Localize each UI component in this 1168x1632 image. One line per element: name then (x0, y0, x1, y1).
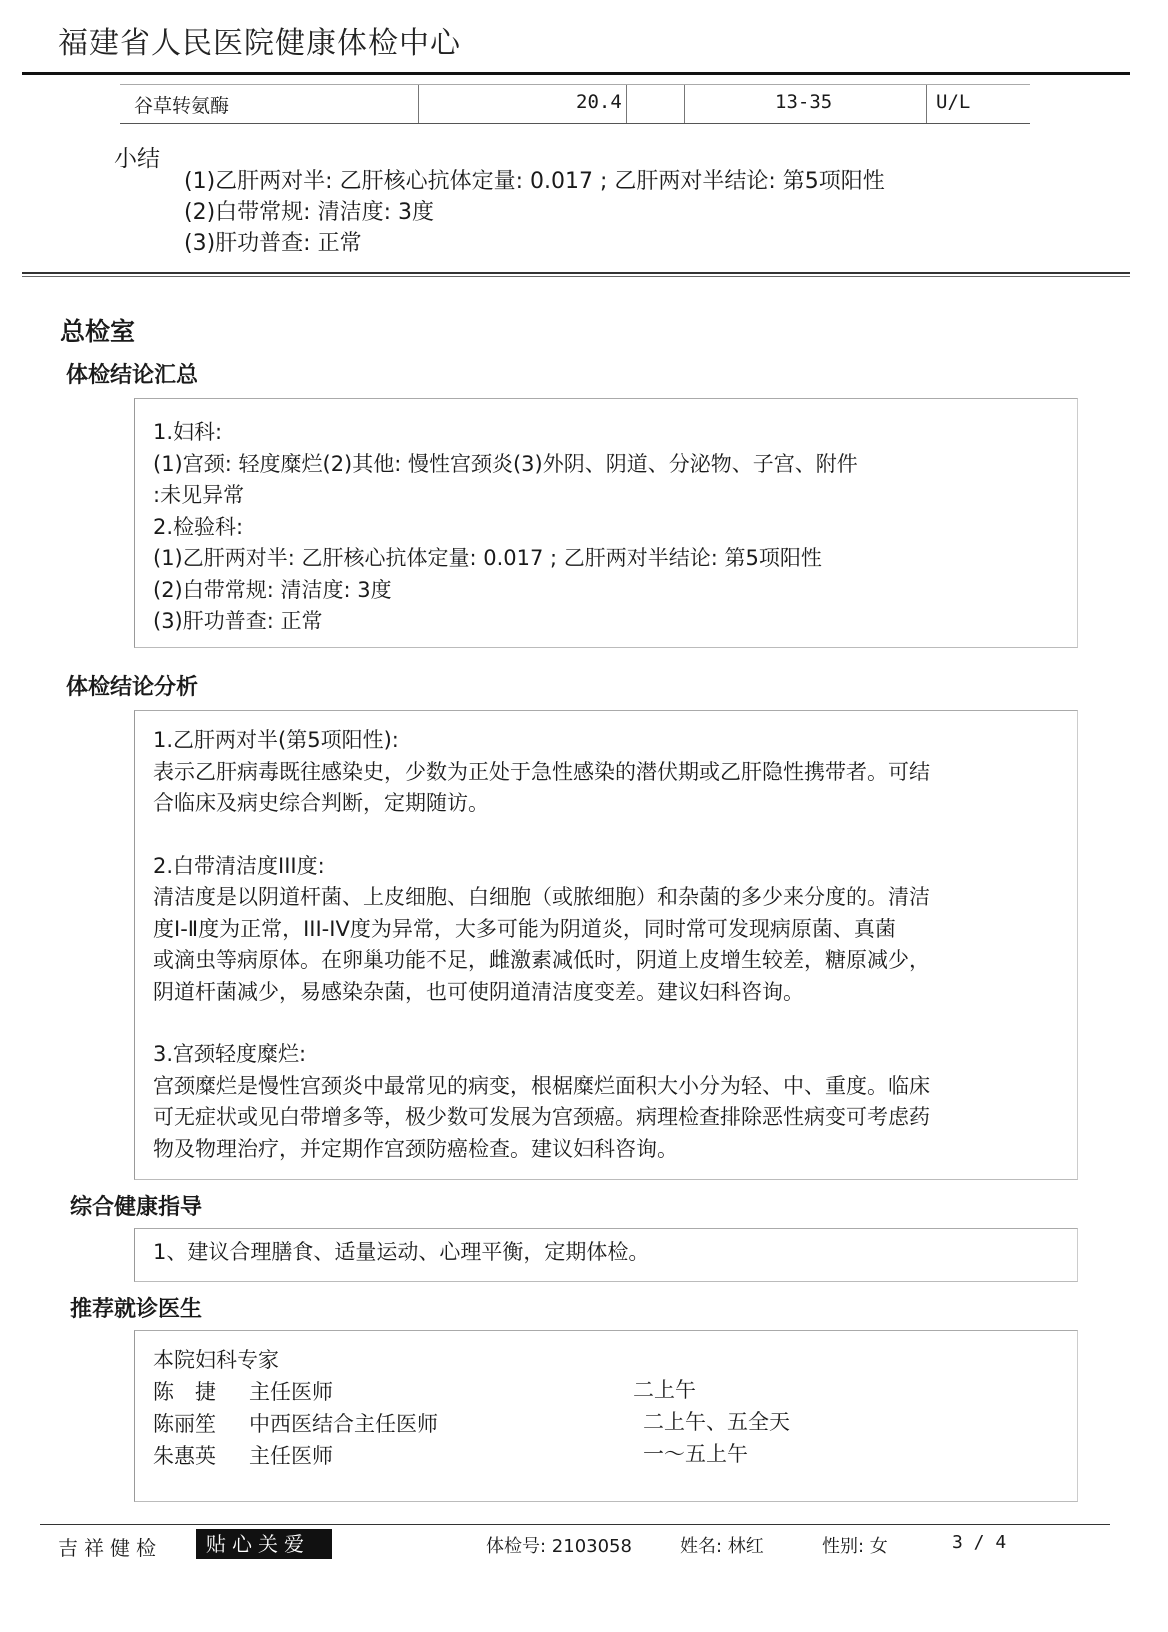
summary-label: 小结 (114, 146, 160, 172)
health-guidance-text: 1、建议合理膳食、适量运动、心理平衡，定期体检。 (153, 1240, 650, 1264)
lab-item-name: 谷草转氨酶 (134, 95, 230, 117)
paragraph-gap (153, 1008, 930, 1039)
report-header-title: 福建省人民医院健康体检中心 (58, 26, 461, 61)
recommended-doctors-title: 推荐就诊医生 (70, 1297, 203, 1322)
footer-slogan-left: 吉祥健检 (58, 1536, 162, 1560)
doctor-title: 主任医师 (249, 1380, 333, 1404)
footer-slogan-badge: 贴心关爱 (196, 1529, 332, 1559)
conclusion-summary-line: 1.妇科: (153, 420, 223, 444)
lab-cell-divider (626, 85, 627, 123)
doctor-name: 陈丽笙 (153, 1412, 216, 1436)
analysis-line: 或滴虫等病原体。在卵巢功能不足，雌激素减低时，阴道上皮增生较差，糖原减少， (153, 948, 930, 972)
footer-patient-name: 姓名: 林红 (680, 1536, 764, 1557)
doctor-schedule: 二上午 (633, 1378, 696, 1402)
analysis-line: 可无症状或见白带增多等，极少数可发展为宫颈癌。病理检查排除恶性病变可考虑药 (153, 1105, 930, 1129)
doctor-title: 主任医师 (249, 1444, 333, 1468)
lab-cell-divider (418, 85, 419, 123)
summary-line: (1)乙肝两对半: 乙肝核心抗体定量: 0.017 ; 乙肝两对半结论: 第5项阳性 (184, 169, 885, 194)
doctor-name: 陈 捷 (153, 1380, 216, 1404)
conclusion-summary-line: (2)白带常规: 清洁度: 3度 (153, 577, 392, 602)
conclusion-summary-line: (3)肝功普查: 正常 (153, 609, 323, 633)
lab-item-unit: U/L (936, 91, 971, 113)
health-guidance-box (134, 1228, 1078, 1282)
summary-line: (3)肝功普查: 正常 (184, 231, 362, 256)
main-section-title: 总检室 (60, 317, 136, 346)
lab-result-row (120, 84, 1030, 124)
analysis-line: 表示乙肝病毒既往感染史，少数为正处于急性感染的潜伏期或乙肝隐性携带者。可结 (153, 759, 930, 784)
conclusion-summary-box (134, 398, 1078, 648)
analysis-line: 合临床及病史综合判断，定期随访。 (153, 791, 489, 815)
doctor-schedule: 一～五上午 (643, 1442, 748, 1466)
analysis-heading: 1.乙肝两对半(第5项阳性): (153, 728, 399, 752)
analysis-line: 阴道杆菌减少，易感染杂菌，也可使阴道清洁度变差。建议妇科咨询。 (153, 979, 804, 1004)
footer-gender: 性别: 女 (822, 1536, 888, 1557)
analysis-line: 物及物理治疗，并定期作宫颈防癌检查。建议妇科咨询。 (153, 1136, 678, 1161)
analysis-line: 宫颈糜烂是慢性宫颈炎中最常见的病变，根椐糜烂面积大小分为轻、中、重度。临床 (153, 1073, 930, 1098)
recommended-doctors-box (134, 1330, 1078, 1502)
doctor-schedule: 二上午、五全天 (643, 1410, 790, 1434)
lab-item-range: 13-35 (775, 91, 833, 113)
doctors-intro: 本院妇科专家 (153, 1348, 279, 1372)
doctor-title: 中西医结合主任医师 (249, 1412, 438, 1436)
conclusion-summary-line: (1)乙肝两对半: 乙肝核心抗体定量: 0.017 ; 乙肝两对半结论: 第5项阳性 (153, 546, 822, 570)
summary-line: (2)白带常规: 清洁度: 3度 (184, 200, 434, 225)
footer-exam-number: 体检号: 2103058 (486, 1536, 632, 1557)
analysis-line: 清洁度是以阴道杆菌、上皮细胞、白细胞（或脓细胞）和杂菌的多少来分度的。清洁 (153, 885, 930, 909)
conclusion-summary-text (153, 417, 858, 638)
footer-page-number: 3 / 4 (952, 1532, 1007, 1553)
footer-divider (40, 1524, 1110, 1525)
health-guidance-title: 综合健康指导 (70, 1195, 203, 1220)
doctor-name: 朱惠英 (153, 1444, 216, 1468)
conclusion-summary-line: :未见异常 (153, 483, 245, 507)
conclusion-summary-line: (1)宫颈: 轻度糜烂(2)其他: 慢性宫颈炎(3)外阴、阴道、分泌物、子宫、附件 (153, 451, 858, 476)
conclusion-summary-line: 2.检验科: (153, 514, 244, 539)
lab-cell-divider (926, 85, 927, 123)
paragraph-gap (153, 820, 930, 851)
lab-item-value: 20.4 (576, 91, 622, 113)
conclusion-analysis-text (153, 725, 930, 1165)
analysis-heading: 3.宫颈轻度糜烂: (153, 1042, 307, 1066)
conclusion-analysis-box (134, 710, 1078, 1180)
conclusion-summary-title: 体检结论汇总 (66, 363, 199, 388)
lab-cell-divider (684, 85, 685, 123)
header-divider (22, 72, 1130, 75)
conclusion-analysis-title: 体检结论分析 (66, 675, 199, 700)
section-divider (22, 272, 1130, 277)
analysis-heading: 2.白带清洁度III度: (153, 853, 325, 878)
analysis-line: 度Ⅰ-Ⅱ度为正常，III-IV度为异常，大多可能为阴道炎，同时常可发现病原菌、真菌 (153, 916, 896, 941)
